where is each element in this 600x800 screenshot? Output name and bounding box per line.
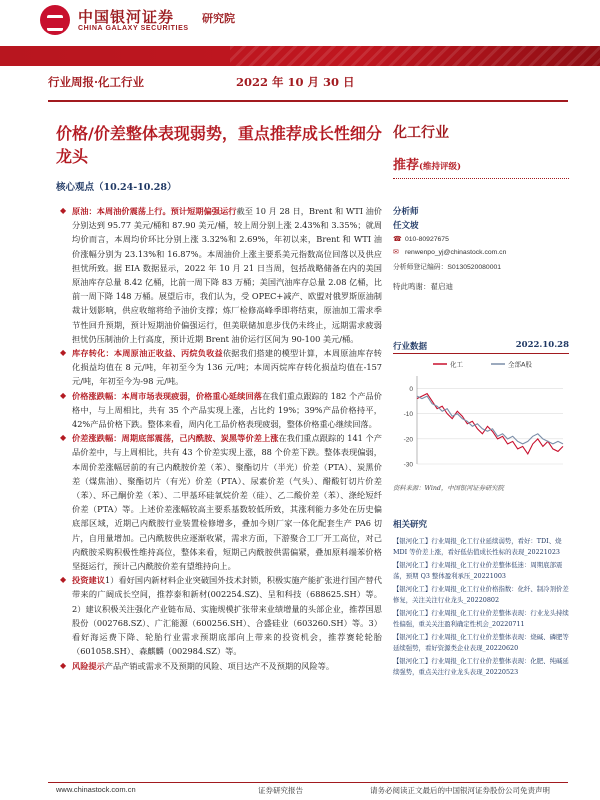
chart-legend-label: 化工: [450, 360, 463, 369]
diamond-bullet-icon: ◆: [60, 660, 67, 670]
phone-number: 010-80927675: [405, 236, 449, 243]
footer-divider: [48, 782, 568, 783]
diamond-bullet-icon: ◆: [60, 206, 67, 215]
galaxy-logo-icon: [40, 5, 70, 35]
footer-disclaimer: 请务必阅读正文最后的中国银河证券股份公司免责声明: [370, 786, 550, 795]
rating-value: 推荐: [393, 158, 420, 173]
diamond-bullet-icon: ◆: [60, 575, 67, 585]
phone-line: [393, 235, 449, 243]
analyst-label: 分析师: [393, 207, 419, 217]
phone-icon: ☎: [393, 236, 402, 243]
sidebar-divider: [393, 178, 569, 179]
chart-ytick-label: -10: [403, 411, 413, 419]
paragraph-text: 在我们重点跟踪的 182 个产品价格中，与上周相比，共有 35 个产品实现上涨，占比约 19%；39%产品价格持平，42%产品价格下跌。整体来看，周内化工品价格表现疲弱，整体价格重心继续回落。: [72, 390, 382, 430]
chart-series-line: [417, 394, 563, 454]
chart-source: 资料来源：Wind，中国银河证券研究院: [393, 485, 504, 492]
email-address[interactable]: renwenpo_yj@chinastock.com.cn: [405, 249, 507, 256]
chart-ytick-label: 0: [409, 386, 413, 394]
paragraph-spread-change: [56, 431, 382, 573]
paragraph-highlight: 风险提示: [72, 660, 105, 671]
industry-chart: [393, 358, 569, 470]
cert-number: 分析师登记编码：S0130520080001: [393, 264, 502, 271]
related-research-item[interactable]: 【银河化工】行业周报_化工行业价差整体低迷：周期底部震荡，预期 Q3 整体盈利承压_20221003: [393, 561, 563, 580]
red-banner: [0, 46, 600, 66]
paragraph-text: 依据我们搭建的模型计算，本周原油库存转化损益均值在 8 元/吨，年初至今为 136 元/吨；本周丙烷库存转化损益均值在-157 元/吨，年初至今为-98 元/吨。: [72, 348, 382, 387]
paragraph-inventory: [56, 346, 382, 389]
related-research-item[interactable]: 【银河化工】行业周报_化工行业价差整体表现：烧碱、磷肥等延续强势，看好资源类企业表现_20220620: [393, 633, 569, 652]
report-header: [0, 0, 600, 46]
paragraph-investment-advice: [56, 573, 382, 658]
report-title: 价格/价差整体表现弱势，重点推荐成长性细分龙头: [56, 124, 382, 166]
paragraph-text: 1）看好国内新材料企业突破国外技术封锁，积极实施产能扩张进行国产替代带来的广阔成长空间，推荐泰和新材(002254.SZ)、呈和科技（688625.SH）等。2）建议积极关注强化产业链布局、实施规模扩张带来业绩增量的头部企业，推荐国恩股份（002768.SZ）、广汇能源（600256.SH）、合盛硅业（603260.SH）等。3）看好海运费下降、轮胎行业需求预期底部向上带来的投资机会，推荐赛轮轮胎（601058.SH）、森麒麟（002984.SZ）等。: [72, 575, 382, 657]
cert-line: [393, 261, 501, 271]
core-view-heading: 核心观点（10.24-10.28）: [56, 182, 177, 193]
special-thanks: 特此鸣谢：翟启迪: [393, 282, 453, 291]
diamond-bullet-icon: ◆: [60, 390, 67, 400]
paragraph-text: 在我们重点跟踪的 141 个产品价差中，与上周相比，共有 43 个价差实现上涨，88 个价差下跌。整体表现偏弱，本周价差涨幅居前的有己内酰胺价差（苯）、聚酯切片（半光）价差（PTA）、炭黑价差（煤焦油）、聚酯切片（有光）价差（PTA）、尿素价差（气头）、醋酸钉切片价差（苯）、环己酮价差（苯）、二甲基环硅氧烷价差（硅）、乙二酸价差（苯）、涤纶短纤价差（PTA）等。上述价差涨幅较高主要系基数较低所致，其涨利能力多处在历史偏底部区域，近期己内酰胺行业装置检修增多，叠加今则厂家一体化配套生产 PA6 切片，自用量增加。己内酰胺供应逐渐收紧，需求方面，下游聚合工厂开工高位，对己内酰胺采购积极性维持高位，整体来看，短期己内酰胺供需偏紧，叠加原料端苯价格坚挺运行，预计己内酰胺价差有望维持向上。: [72, 433, 382, 572]
related-research-item[interactable]: 【银河化工】行业周报_化工行业价差整体表现：行业龙头持续性偏强，重关关注盈利确定性机会_20220711: [393, 609, 569, 628]
paragraph-highlight: 投资建议: [72, 575, 105, 586]
paragraph-text: 截至 10 月 28 日，Brent 和 WTI 油价分别达到 95.77 美元/桶和 87.90 美元/桶，较上周分别上涨 2.43%和 3.35%；就周均价而言，本周均价环比分别上涨 3.32%和 2.69%，年初以来，Brent 和 WTI 油价涨幅分别为 23.13%和 16.87%。本周油价上涨主要系美元指数高位回落以及供应担忧所致。据 EIA 数据显示，2022 年 10 月 21 日当周，包括战略储备在内的美国原油库存总量 8.42 亿桶，比前一周下降 83 万桶；美国汽油库存总量 2.08 亿桶，比前一周下降 148 万桶。展望后市，我们认为，受 OPEC+减产、欧盟对俄罗斯原油制裁计划影响，供应收缩将给予油价支撑；炼厂检修高峰季即将结束，原油加工需求季节性回升预期，预计短期油价偏强运行，但美联储加息步伐仍未终止，远期需求疲弱担忧仍压制油价上行高度，预计近期 Brent 油价运行区间为 90-100 美元/桶。: [72, 206, 382, 344]
related-research-item[interactable]: 【银河化工】行业周报_化工行业延续弱势，看好：TDI、烧 MDI 等价差上涨，看好低估值成长性标的表现_20221023: [393, 537, 562, 556]
sector-name: 化工行业: [393, 125, 449, 141]
paragraph-price-change: [56, 389, 382, 432]
report-type: 行业周报·化工行业: [48, 75, 145, 89]
diamond-bullet-icon: ◆: [60, 433, 67, 443]
chart-header: [393, 340, 569, 354]
related-research-heading: 相关研究: [393, 520, 428, 530]
footer-url[interactable]: www.chinastock.com.cn: [56, 785, 136, 794]
diamond-bullet-icon: ◆: [60, 348, 67, 358]
analyst-name: 任文坡: [393, 221, 419, 231]
logo-en-text: CHINA GALAXY SECURITIES: [78, 25, 189, 32]
report-date: 2022 年 10 月 30 日: [236, 75, 355, 89]
paragraph-highlight: 价格涨跌幅：本周市场表现疲弱，价格重心延续回落: [72, 390, 262, 401]
chart-ytick-label: -20: [403, 436, 413, 444]
paragraph-highlight: 原油：本周油价震荡上行。预计短期偏强运行: [72, 206, 237, 216]
institute-label: 研究院: [202, 12, 235, 25]
paragraph-highlight: 价差涨跌幅：周期底部震荡，己内酰胺、炭黑等价差上涨: [72, 433, 279, 444]
chart-date: 2022.10.28: [515, 340, 569, 350]
email-icon: ✉: [393, 249, 399, 256]
paragraph-text: 产品产销或需求不及预期的风险、项目达产不及预期的风险等。: [104, 660, 335, 671]
rating-note: (维持评级): [419, 162, 462, 172]
chart-ytick-label: -30: [403, 461, 413, 469]
related-research-item[interactable]: 【银河化工】行业周报_化工行业价差整体表现：化肥、纯碱延续强势，重点关注行业龙头表现_20220523: [393, 657, 569, 676]
paragraph-risk: [56, 659, 382, 673]
logo-cn-text: 中国银河证券: [78, 8, 175, 26]
email-line[interactable]: [393, 248, 506, 256]
paragraph-crude-oil: [56, 204, 382, 346]
rating: [393, 154, 461, 173]
related-research-list: [393, 536, 571, 680]
chart-title: 行业数据: [393, 342, 428, 352]
banner-stripe-decoration: [230, 46, 600, 66]
paragraph-highlight: 库存转化：本周原油正收益、丙烷负收益: [72, 348, 223, 359]
core-view-body: [56, 204, 382, 673]
related-research-item[interactable]: 【银河化工】行业周报_化工行业价格指数：化纤、制冷剂价差修复，关注关注行业龙头_20220802: [393, 585, 569, 604]
chart-series-line: [417, 396, 563, 444]
chart-legend-label: 全部A股: [508, 360, 532, 369]
industry-chart-svg: [393, 358, 569, 470]
footer-label: 证券研究报告: [258, 786, 303, 795]
header-divider: [48, 100, 568, 102]
